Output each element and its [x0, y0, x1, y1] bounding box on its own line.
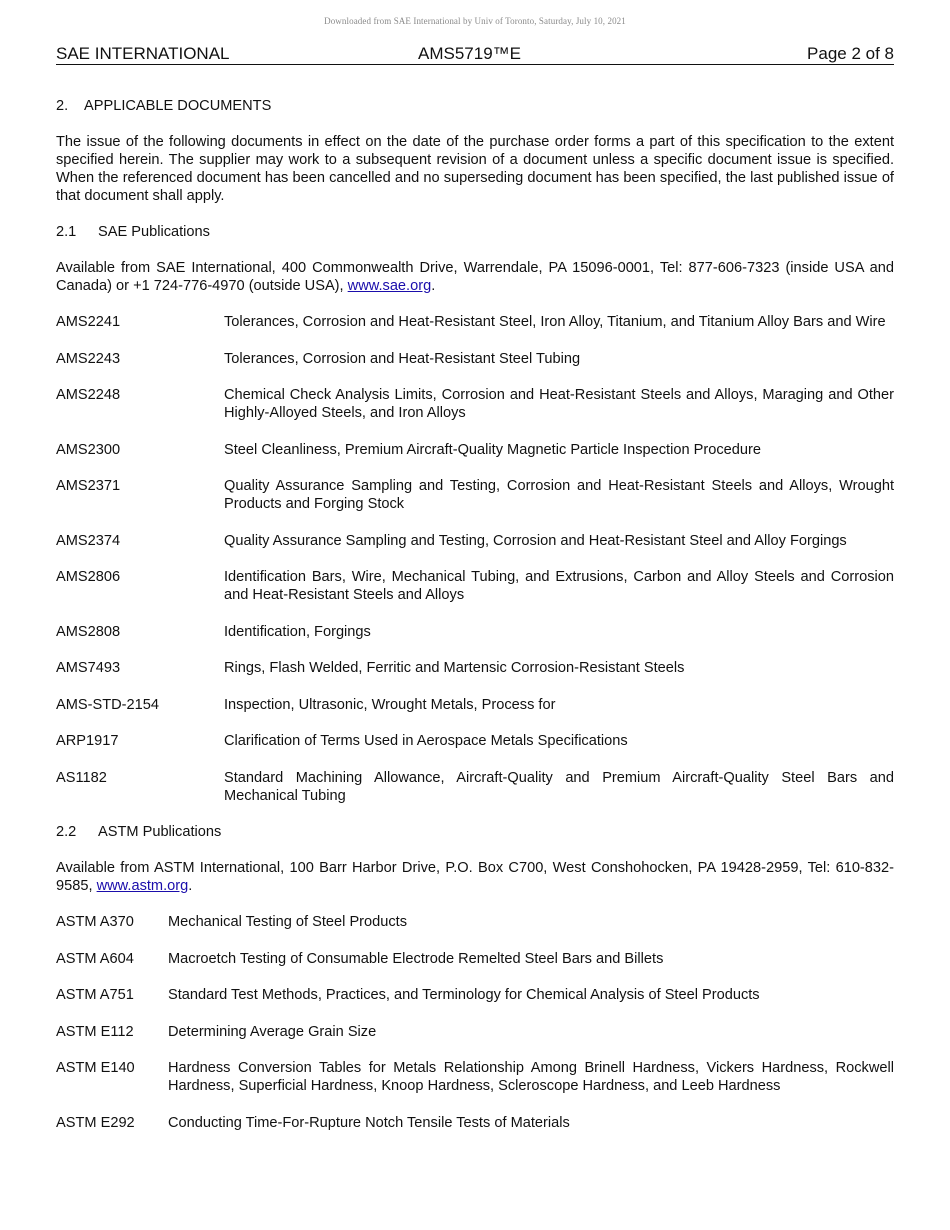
subsection-title: SAE Publications	[98, 224, 210, 240]
download-watermark: Downloaded from SAE International by Univ of Toronto, Saturday, July 10, 2021	[324, 16, 626, 26]
sae-availability-paragraph: Available from SAE International, 400 Commonwealth Drive, Warrendale, PA 15096-0001, Tel: 877-606-7323 (inside USA and Canada) or +1 724-776-4970 (outside USA), www.sae.org.	[56, 260, 894, 294]
reference-code: AMS2371	[56, 478, 121, 494]
section-number: 2.	[56, 98, 69, 114]
reference-title: Chemical Check Analysis Limits, Corrosion and Heat-Resistant Steels and Alloys, Maraging and Other Highly-Alloyed Steels, and Iron Alloys	[224, 387, 894, 421]
reference-row	[56, 769, 894, 805]
astm-website-link[interactable]: www.astm.org	[96, 878, 189, 894]
reference-title: Standard Machining Allowance, Aircraft-Quality and Premium Aircraft-Quality Steel Bars and Mechanical Tubing	[224, 769, 894, 804]
reference-code: AMS2808	[56, 623, 121, 640]
reference-code: AMS2241	[56, 314, 121, 330]
section-heading-applicable-documents	[56, 97, 894, 115]
reference-code: AMS2248	[56, 387, 121, 403]
reference-row	[56, 732, 894, 750]
reference-code: ASTM A370	[56, 914, 134, 930]
reference-row	[56, 623, 894, 641]
page-header	[56, 44, 894, 65]
sae-reference-list	[56, 313, 894, 805]
reference-title: Identification, Forgings	[224, 623, 371, 640]
reference-code: AMS2243	[56, 350, 121, 367]
reference-code: AS1182	[56, 769, 107, 786]
reference-code: AMS7493	[56, 660, 121, 676]
reference-title: Quality Assurance Sampling and Testing, Corrosion and Heat-Resistant Steels and Alloys, Wrought Products and Forging Stock	[224, 478, 894, 512]
reference-title: Identification Bars, Wire, Mechanical Tubing, and Extrusions, Carbon and Alloy Steels and Corrosion and Heat-Resistant Steels and Alloys	[224, 569, 894, 603]
reference-row	[56, 532, 894, 550]
reference-row	[56, 477, 894, 513]
reference-code: ASTM E292	[56, 1114, 135, 1131]
reference-row	[56, 386, 894, 422]
reference-row	[56, 568, 894, 604]
reference-row	[56, 950, 894, 968]
astm-reference-list	[56, 913, 894, 1132]
reference-row	[56, 1059, 894, 1095]
document-body	[56, 97, 894, 1150]
subsection-number: 2.1	[56, 224, 77, 240]
reference-title: Tolerances, Corrosion and Heat-Resistant Steel, Iron Alloy, Titanium, and Titanium Alloy Bars and Wire	[224, 314, 886, 330]
reference-title: Rings, Flash Welded, Ferritic and Martensic Corrosion-Resistant Steels	[224, 660, 685, 676]
reference-code: ASTM A751	[56, 987, 134, 1003]
subsection-number: 2.2	[56, 824, 77, 840]
reference-title: Inspection, Ultrasonic, Wrought Metals, Process for	[224, 696, 556, 713]
reference-row	[56, 659, 894, 677]
reference-row	[56, 350, 894, 368]
reference-code: AMS2374	[56, 532, 121, 549]
header-doc-number: AMS5719™E	[418, 44, 521, 63]
reference-row	[56, 913, 894, 931]
reference-title: Macroetch Testing of Consumable Electrode Remelted Steel Bars and Billets	[168, 950, 664, 967]
subsection-title: ASTM Publications	[98, 824, 222, 840]
reference-code: AMS2806	[56, 569, 121, 585]
reference-row	[56, 986, 894, 1004]
header-org: SAE INTERNATIONAL	[56, 44, 230, 63]
reference-code: AMS-STD-2154	[56, 696, 159, 713]
subsection-heading-sae	[56, 223, 894, 241]
reference-code: ASTM A604	[56, 950, 134, 967]
reference-title: Hardness Conversion Tables for Metals Relationship Among Brinell Hardness, Vickers Hardness, Rockwell Hardness, Superficial Hardness, Knoop Hardness, Scleroscope Hardness, and Leeb Hardness	[168, 1060, 894, 1094]
sae-website-link[interactable]: www.sae.org	[347, 278, 432, 294]
reference-code: ASTM E112	[56, 1023, 134, 1040]
subsection-heading-astm	[56, 823, 894, 841]
reference-row	[56, 1023, 894, 1041]
reference-title: Mechanical Testing of Steel Products	[168, 914, 408, 930]
reference-title: Conducting Time-For-Rupture Notch Tensile Tests of Materials	[168, 1114, 570, 1131]
section-intro-paragraph: The issue of the following documents in effect on the date of the purchase order forms a part of this specification to the extent specified herein. The supplier may work to a subsequent revision of a document unless a specific document issue is specified. When the referenced document has been cancelled and no superseding document has been specified, the last published issue of that document shall apply.	[56, 134, 894, 204]
reference-row	[56, 441, 894, 459]
reference-row	[56, 696, 894, 714]
reference-title: Standard Test Methods, Practices, and Terminology for Chemical Analysis of Steel Products	[168, 987, 760, 1003]
reference-title: Quality Assurance Sampling and Testing, Corrosion and Heat-Resistant Steel and Alloy Forgings	[224, 532, 847, 549]
reference-row	[56, 1114, 894, 1132]
header-page-number: Page 2 of 8	[807, 44, 894, 63]
reference-title: Clarification of Terms Used in Aerospace Metals Specifications	[224, 733, 628, 749]
reference-row	[56, 313, 894, 331]
sae-availability-text: Available from SAE International, 400 Commonwealth Drive, Warrendale, PA 15096-0001, Tel: 877-606-7323 (inside USA and Canada) or +1 724-776-4970 (outside USA),	[56, 260, 894, 294]
reference-title: Tolerances, Corrosion and Heat-Resistant Steel Tubing	[224, 350, 581, 367]
reference-code: AMS2300	[56, 441, 121, 458]
astm-availability-text: Available from ASTM International, 100 Barr Harbor Drive, P.O. Box C700, West Conshohocken, PA 19428-2959, Tel: 610-832-9585,	[56, 860, 894, 894]
astm-availability-paragraph: Available from ASTM International, 100 Barr Harbor Drive, P.O. Box C700, West Conshohocken, PA 19428-2959, Tel: 610-832-9585, www.astm.org.	[56, 860, 894, 894]
reference-code: ARP1917	[56, 733, 119, 749]
reference-title: Steel Cleanliness, Premium Aircraft-Quality Magnetic Particle Inspection Procedure	[224, 441, 761, 458]
reference-code: ASTM E140	[56, 1060, 135, 1076]
reference-title: Determining Average Grain Size	[168, 1023, 377, 1040]
section-title: APPLICABLE DOCUMENTS	[84, 98, 272, 114]
